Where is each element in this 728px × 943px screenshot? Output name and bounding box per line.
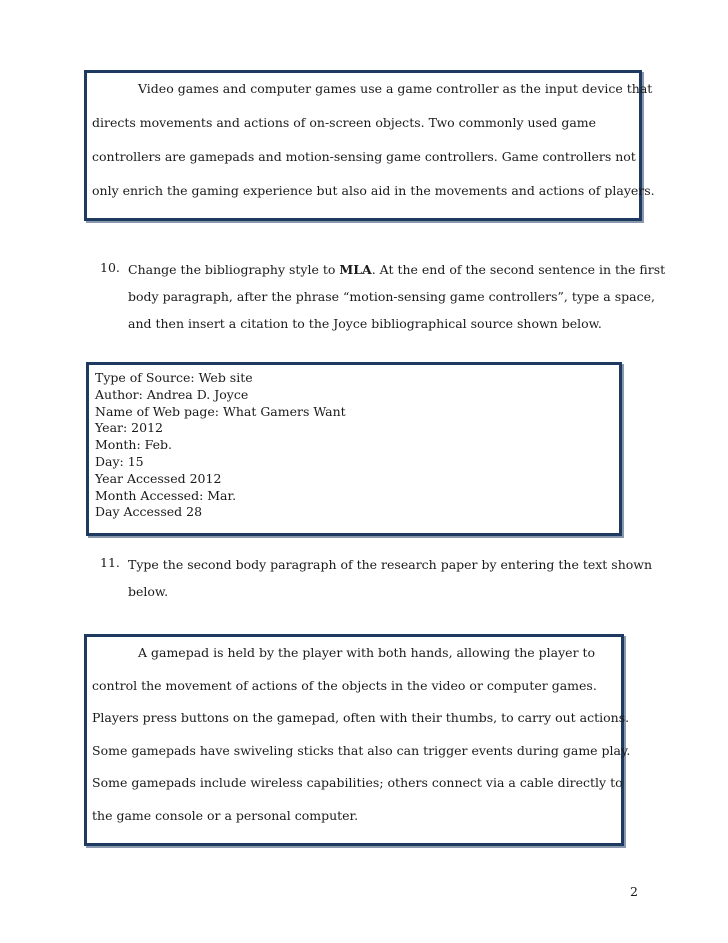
source-details-box <box>86 362 622 536</box>
step-text-segment: . At the end of the second sentence in the first <box>371 262 666 277</box>
paragraph-one-box <box>84 70 655 221</box>
paragraph-two-box <box>84 634 631 846</box>
bibliography-style-name: MLA <box>339 262 372 277</box>
step-line: and then insert a citation to the Joyce bibliographical source shown below. <box>128 316 602 331</box>
paragraph-two-line: the game console or a personal computer. <box>92 807 359 823</box>
source-field: Year Accessed 2012 <box>95 470 222 486</box>
paragraph-two-line: Some gamepads include wireless capabilities; others connect via a cable directly to <box>92 775 623 790</box>
source-field: Day Accessed 28 <box>95 504 203 520</box>
step-number: 10. <box>100 260 120 275</box>
paragraph-one-line: Video games and computer games use a game controller as the input device that <box>138 81 653 96</box>
paragraph-two-line: Some gamepads have swiveling sticks that also can trigger events during game play. <box>92 742 631 758</box>
step-text <box>128 555 660 609</box>
step-line: below. <box>128 584 169 599</box>
step-line: Type the second body paragraph of the research paper by entering the text shown <box>128 557 653 572</box>
paragraph-one-line: directs movements and actions of on-screen objects. Two commonly used game <box>92 115 597 130</box>
source-field: Type of Source: Web site <box>95 370 253 385</box>
step-text <box>128 260 666 341</box>
source-field: Day: 15 <box>95 453 144 469</box>
paragraph-one-line: controllers are gamepads and motion-sensing game controllers. Game controllers not <box>92 149 636 164</box>
step-line <box>128 260 666 287</box>
paragraph-two-line: Players press buttons on the gamepad, often with their thumbs, to carry out actions. <box>92 710 630 725</box>
source-field: Month Accessed: Mar. <box>95 487 237 503</box>
paragraph-one-line: only enrich the gaming experience but also aid in the movements and actions of players. <box>92 183 655 198</box>
paragraph-two-line: A gamepad is held by the player with both hands, allowing the player to <box>138 645 596 660</box>
instruction-step-11 <box>100 555 660 609</box>
step-line: body paragraph, after the phrase “motion-sensing game controllers”, type a space, <box>128 289 655 304</box>
instruction-step-10 <box>100 260 666 341</box>
source-field: Month: Feb. <box>95 437 172 453</box>
source-field: Name of Web page: What Gamers Want <box>95 403 346 419</box>
step-number: 11. <box>100 555 120 570</box>
paragraph-two-line: control the movement of actions of the objects in the video or computer games. <box>92 677 597 693</box>
page-number: 2 <box>630 884 638 899</box>
source-field: Year: 2012 <box>95 420 163 436</box>
source-field: Author: Andrea D. Joyce <box>95 386 249 402</box>
step-text-segment: Change the bibliography style to <box>128 262 340 277</box>
